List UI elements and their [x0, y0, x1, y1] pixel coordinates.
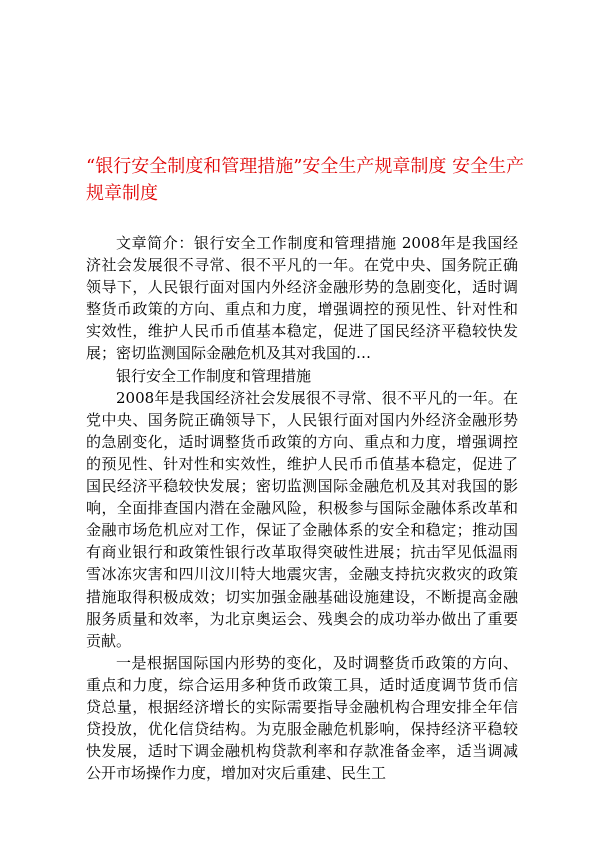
- body-paragraph: 2008年是我国经济社会发展很不寻常、很不平凡的一年。在党中央、国务院正确领导下，人民银行面对国内外经济金融形势的急剧变化，适时调整货币政策的方向、重点和力度，增强调控的预见性、针对性和实效性，维护人民币币值基本稳定，促进了国民经济平稳较快发展；密切监测国际金融危机及其对我国的影响，全面排查国内潜在金融风险，积极参与国际金融体系改革和金融市场危机应对工作，保证了金融体系的安全和稳定；推动国有商业银行和政策性银行改革取得突破性进展；抗击罕见低温雨雪冰冻灾害和四川汶川特大地震灾害，金融支持抗灾救灾的政策措施取得积极成效；切实加强金融基础设施建设，不断提高金融服务质量和效率，为北京奥运会、残奥会的成功举办做出了重要贡献。: [86, 388, 518, 650]
- summary-paragraph: 文章简介：银行安全工作制度和管理措施 2008年是我国经济社会发展很不寻常、很不平凡的一年。在党中央、国务院正确领导下，人民银行面对国内外经济金融形势的急剧变化，适时调整货币政策的方向、重点和力度，增强调控的预见性、针对性和实效性，维护人民币币值基本稳定，促进了国民经济平稳较快发展；密切监测国际金融危机及其对我国的…: [86, 234, 518, 363]
- section-heading: 银行安全工作制度和管理措施: [116, 366, 312, 385]
- document-body: [86, 232, 518, 784]
- document-title: “银行安全制度和管理措施”安全生产规章制度 安全生产规章制度: [86, 156, 525, 204]
- body-paragraph: 一是根据国际国内形势的变化，及时调整货币政策的方向、重点和力度，综合运用多种货币政策工具，适时适度调节货币信贷总量，根据经济增长的实际需要指导金融机构合理安排全年信贷投放，优化信贷结构。为克服金融危机影响，保持经济平稳较快发展，适时下调金融机构贷款利率和存款准备金率，适当调减公开市场操作力度，增加对灾后重建、民生工: [86, 653, 518, 783]
